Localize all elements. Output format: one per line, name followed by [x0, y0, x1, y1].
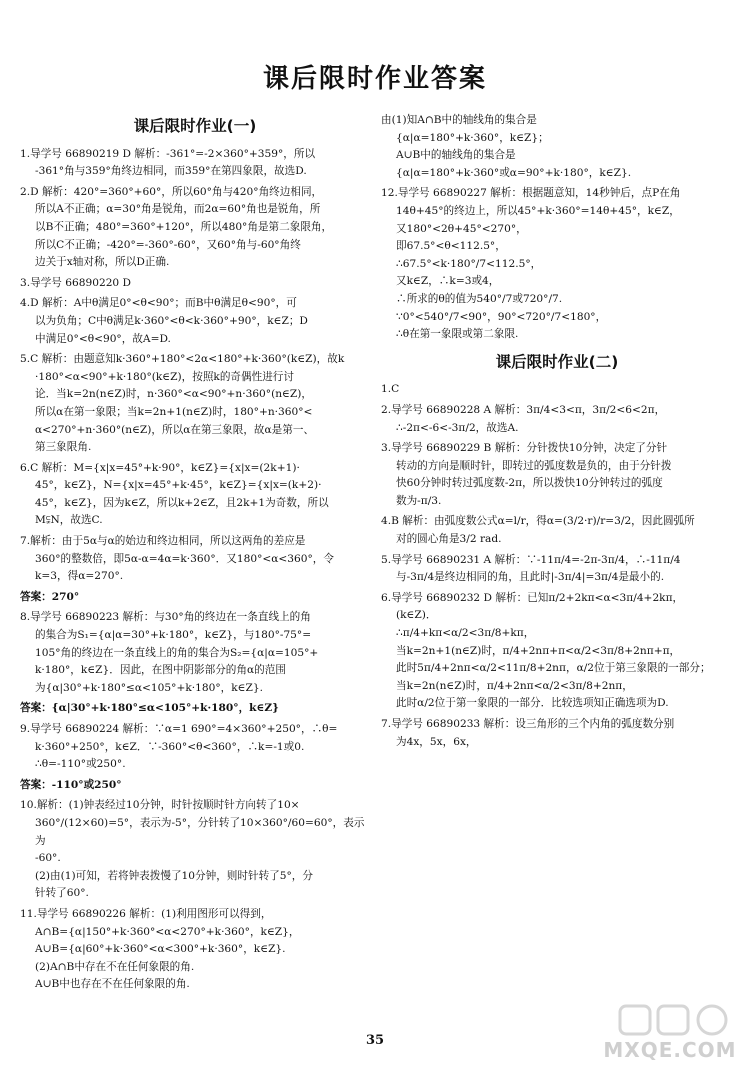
answer-line: 由(1)知A∩B中的轴线角的集合是	[381, 114, 537, 126]
answer-line: 此时5π/4+2nπ<α/2<11π/8+2nπ，α/2位于第三象限的一部分；	[396, 662, 711, 675]
answer-line: A∪B中也存在不在任何象限的角.	[35, 978, 190, 991]
answer-item	[20, 906, 370, 994]
answer-item	[381, 402, 733, 437]
answer-line: 45°，k∈Z}，N={x|x=45°+k·45°，k∈Z}={x|x=(k+2)·	[35, 479, 322, 492]
answer-item	[381, 440, 733, 510]
answer-line: 以为负角；C中θ满足k·360°<θ<k·360°+90°，k∈Z；D	[35, 314, 308, 327]
answer-line: 7.解析：由于5α与α的始边和终边相同，所以这两角的差应是	[20, 535, 306, 548]
answer-line: 12.导学号 66890227 解析：根据题意知，14秒钟后，点P在角	[381, 187, 681, 200]
answer-line: ∴所求的θ的值为540°/7或720°/7.	[396, 292, 563, 305]
answer-result: 答案：{α|30°+k·180°≤α<105°+k·180°，k∈Z}	[20, 702, 279, 715]
answer-line: 11.导学号 66890226 解析：(1)利用图形可以得到，	[20, 907, 272, 920]
answer-line: {α|α=180°+k·360°或α=90°+k·180°，k∈Z}.	[396, 166, 632, 179]
answer-line: 又k∈Z，∴k=3或4，	[396, 275, 500, 288]
answer-line: 所以A不正确；α=30°角是锐角，而2α=60°角也是锐角，所	[35, 203, 321, 216]
answer-line: 4.D 解析：A中θ满足0°<θ<90°；而B中θ满足θ<90°，可	[20, 297, 297, 310]
answer-line: 45°，k∈Z}，因为k∈Z，所以k+2∈Z，且2k+1为奇数，所以	[35, 496, 329, 509]
answer-line: 以B不正确；480°=360°+120°，所以480°角是第二象限角，	[35, 220, 333, 233]
answer-line: A∪B中的轴线角的集合是	[396, 149, 516, 162]
answer-item	[381, 716, 733, 751]
answer-item	[381, 381, 733, 399]
answer-item	[20, 777, 370, 795]
answer-item	[20, 797, 370, 903]
page-number: 35	[365, 1033, 385, 1048]
answer-line: ∵0°<540°/7<90°，90°<720°/7<180°，	[396, 310, 607, 323]
answer-line: 9.导学号 66890224 解析：∵α=1 690°=4×360°+250°，∴θ=	[20, 723, 338, 735]
section-heading-2: 课后限时作业(二)	[495, 352, 619, 371]
watermark-text: MXQE.COM	[603, 1038, 737, 1062]
answer-line: (k∈Z)．	[396, 609, 437, 622]
answer-item	[20, 295, 370, 348]
answer-line: 1.C	[381, 383, 400, 396]
answer-line: {α|α=180°+k·360°，k∈Z}；	[396, 131, 549, 144]
answer-line: 5.导学号 66890231 A 解析：∵-11π/4=-2π-3π/4，∴-11π/4	[381, 553, 681, 566]
answer-item	[20, 275, 370, 293]
answer-line: 105°角的终边在一条直线上的角的集合为S₂={α|α=105°+	[35, 646, 319, 659]
answer-line: 4.B 解析：由弧度数公式α=l/r，得α=(3/2·r)/r=3/2，因此圆弧所	[381, 515, 695, 528]
answer-line: 边关于x轴对称，所以D正确.	[35, 256, 170, 269]
answer-item	[381, 552, 733, 587]
answer-line: 360°/(12×60)=5°，表示为-5°，分针转了10×360°/60=60°，表示为	[35, 816, 365, 847]
answer-line: 8.导学号 66890223 解析：与30°角的终边在一条直线上的角	[20, 611, 311, 624]
answer-line: 当k=2n+1(n∈Z)时，π/4+2nπ+π<α/2<3π/8+2nπ+π，	[396, 644, 681, 657]
answer-line: -60°.	[35, 852, 61, 865]
answer-line: 论．当k=2n(n∈Z)时，n·360°<α<90°+n·360°(n∈Z)，	[35, 388, 312, 401]
watermark-logo-icon	[600, 1000, 740, 1040]
answer-line: ∴-2π<-6<-3π/2，故选A.	[396, 421, 519, 434]
answer-line: 2.D 解析：420°=360°+60°，所以60°角与420°角终边相同，	[20, 185, 323, 198]
answer-item	[20, 460, 370, 530]
answer-line: 即67.5°<θ<112.5°，	[396, 240, 506, 253]
answer-line: 针转了60°.	[35, 887, 89, 900]
right-bottom-answers	[381, 381, 733, 751]
answer-line: k=3，得α=270°.	[35, 570, 124, 583]
answer-line: k·180°，k∈Z}．因此，在图中阴影部分的角α的范围	[35, 664, 286, 677]
watermark	[600, 1000, 740, 1070]
answer-item	[20, 589, 370, 607]
answer-line: 此时α/2位于第一象限的一部分．比较选项知正确选项为D.	[396, 697, 669, 710]
right-column	[381, 112, 733, 754]
answer-item	[20, 533, 370, 586]
answer-item	[20, 721, 370, 774]
answer-item	[20, 146, 370, 181]
answer-line: ∴θ=-110°或250°.	[35, 758, 126, 771]
answer-line: 6.C 解析：M={x|x=45°+k·90°，k∈Z}={x|x=(2k+1)·	[20, 461, 300, 474]
answer-item	[20, 351, 370, 457]
answer-line: 数为-π/3.	[396, 494, 442, 507]
answer-line: 5.C 解析：由题意知k·360°+180°<2α<180°+k·360°(k∈Z)，故k	[20, 353, 345, 366]
answer-line: 对的圆心角是3/2 rad.	[396, 533, 502, 546]
answer-line: 7.导学号 66890233 解析：设三角形的三个内角的弧度数分别	[381, 718, 675, 730]
right-top-answers	[381, 112, 733, 344]
answer-line: 10.解析：(1)钟表经过10分钟，时针按顺时针方向转了10×	[20, 799, 300, 812]
answer-line: 所以C不正确；-420°=-360°-60°，又60°角与-60°角终	[35, 238, 301, 251]
answer-line: ∴67.5°<k·180°/7<112.5°，	[396, 257, 542, 270]
answer-line: -361°角与359°角终边相同，而359°在第四象限，故选D.	[35, 165, 307, 178]
answer-line: 第三象限角.	[35, 441, 92, 454]
answer-item	[20, 700, 370, 718]
answer-line: k·360°+250°，k∈Z．∵-360°<θ<360°，∴k=-1或0.	[35, 740, 305, 753]
answer-line: 360°的整数倍，即5α-α=4α=k·360°．又180°<α<360°，令	[35, 552, 334, 565]
answer-line: 转动的方向是顺时针，即转过的弧度数是负的，由于分针拨	[396, 459, 672, 472]
answer-item	[20, 609, 370, 697]
answer-line: 为4x，5x，6x，	[396, 735, 477, 748]
answer-line: 快60分钟时转过弧度数-2π，所以拨快10分钟转过的弧度	[396, 477, 663, 490]
answer-line: 又180°<2θ+45°<270°，	[396, 222, 527, 235]
answer-line: 与-3π/4是终边相同的角，且此时|-3π/4|=3π/4是最小的.	[396, 571, 665, 584]
answer-line: 14θ+45°的终边上，所以45°+k·360°=14θ+45°，k∈Z，	[396, 204, 680, 217]
answer-line: 的集合为S₁={α|α=30°+k·180°，k∈Z}，与180°-75°=	[35, 629, 312, 642]
section-heading-1: 课后限时作业(一)	[133, 117, 257, 135]
answer-line: ·180°<α<90°+k·180°(k∈Z)，按照k的奇偶性进行讨	[35, 370, 294, 383]
answer-line: M⫋N，故选C.	[35, 514, 103, 527]
page-title: 课后限时作业答案	[262, 64, 487, 94]
answer-line: 为{α|30°+k·180°≤α<105°+k·180°，k∈Z}.	[35, 681, 263, 694]
answer-line: 中满足0°<θ<90°，故A=D.	[35, 332, 171, 345]
answer-line: 6.导学号 66890232 D 解析：已知π/2+2kπ<α<3π/4+2kπ，	[381, 591, 684, 604]
left-column	[20, 112, 370, 997]
answer-item	[381, 513, 733, 548]
answer-line: 2.导学号 66890228 A 解析：3π/4<3<π，3π/2<6<2π，	[381, 403, 666, 416]
answer-result: 答案：-110°或250°	[20, 778, 122, 791]
answer-line: ∴π/4+kπ<α/2<3π/8+kπ，	[396, 627, 535, 640]
answer-item	[381, 590, 733, 713]
answer-result: 答案：270°	[20, 590, 80, 603]
answer-line: α<270°+n·360°(n∈Z)，所以α在第三象限，故α是第一、	[35, 423, 315, 436]
answer-line: 当k=2n(n∈Z)时，π/4+2nπ<α/2<3π/8+2nπ，	[396, 679, 633, 692]
answer-line: 3.导学号 66890220 D	[20, 276, 132, 289]
answer-line: ∴θ在第一象限或第二象限.	[396, 328, 519, 341]
answer-item	[381, 112, 733, 182]
answer-line: 3.导学号 66890229 B 解析：分针拨快10分钟，决定了分针	[381, 442, 668, 455]
answer-item	[20, 184, 370, 272]
answer-line: A∩B={α|150°+k·360°<α<270°+k·360°，k∈Z}，	[35, 925, 300, 938]
answer-line: 所以α在第一象限；当k=2n+1(n∈Z)时，180°+n·360°<	[35, 405, 313, 418]
answer-line: (2)A∩B中存在不在任何象限的角.	[35, 960, 195, 973]
answer-line: (2)由(1)可知，若将钟表拨慢了10分钟，则时针转了5°，分	[35, 869, 313, 882]
answer-line: 1.导学号 66890219 D 解析：-361°=-2×360°+359°，所以	[20, 147, 316, 160]
answer-item	[381, 185, 733, 343]
answer-line: A∪B={α|60°+k·360°<α<300°+k·360°，k∈Z}.	[35, 943, 286, 956]
